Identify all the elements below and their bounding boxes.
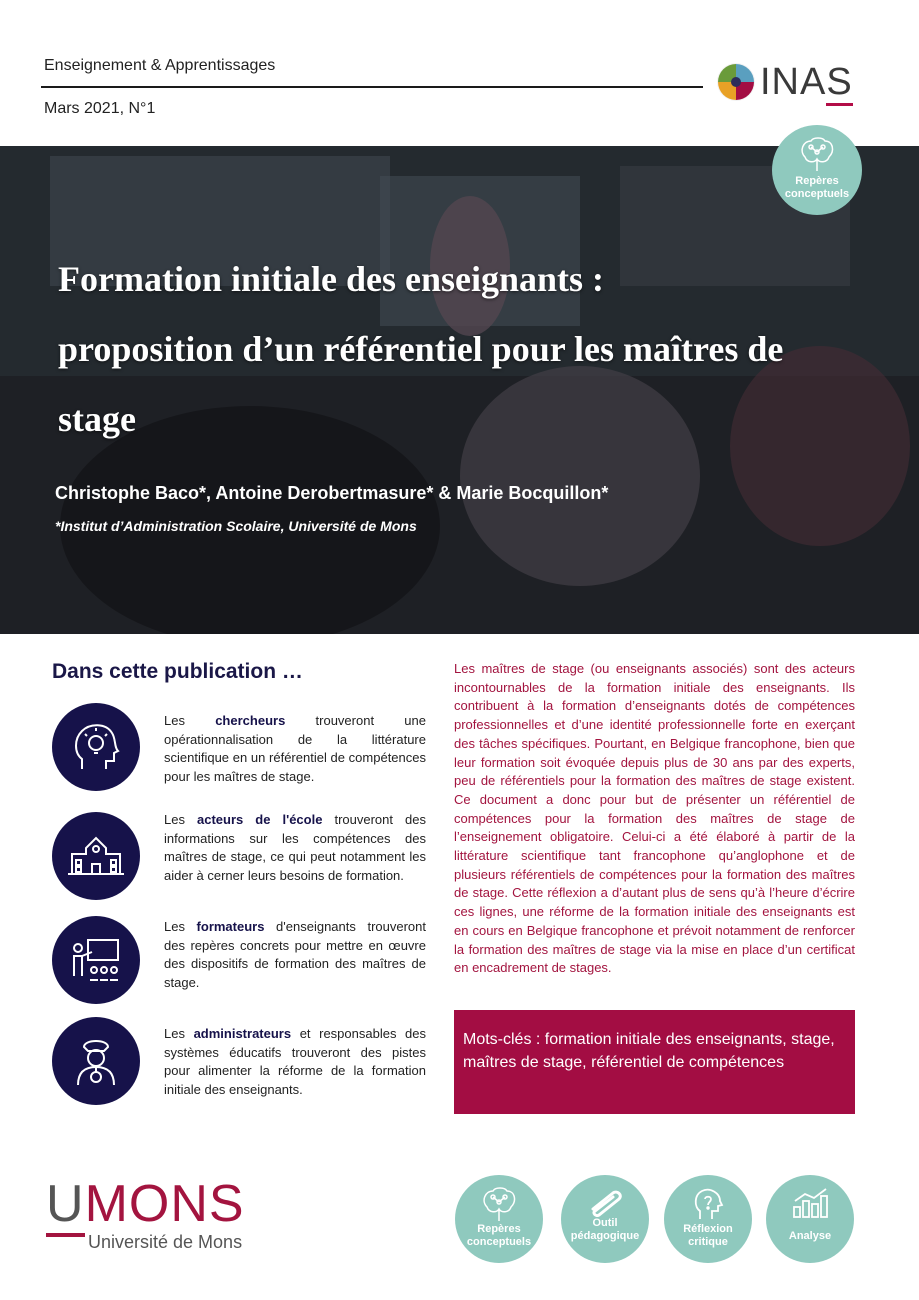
issue-label: Mars 2021, N°1 [44,100,156,117]
audience-text [164,712,426,786]
badge-outil-pedagogique [561,1175,649,1263]
keywords-box: Mots-clés : formation initiale des enseignants, stage, maîtres de stage, référentiel de compétences [454,1010,855,1114]
puzzle-icon [716,62,756,102]
authors: Christophe Baco*, Antoine Derobertmasure* & Marie Bocquillon* [55,483,609,503]
audience-text [164,811,426,885]
badge-label: Repères [477,1223,521,1235]
affiliation: *Institut d’Administration Scolaire, Université de Mons [55,518,417,534]
audience-text-pre: Les [164,1026,194,1041]
audience-text-pre: Les [164,812,197,827]
badge-reperes-conceptuels [772,125,862,215]
lightbulb-head-icon [690,1187,726,1221]
umons-logo [46,1175,245,1253]
badge-label: conceptuels [784,188,850,200]
hero-title-line: stage [58,399,136,439]
header-rule [41,86,703,88]
badge-reflexion-critique [664,1175,752,1263]
audience-item [52,812,432,907]
audience-icon-circle [52,916,140,1004]
hero-title-line: proposition d’un référentiel pour les maîtres de [58,329,784,369]
audience-bold: administrateurs [193,1026,292,1041]
school-building-icon [52,812,140,900]
badge-reperes-conceptuels [455,1175,543,1263]
audience-icon-circle [52,1017,140,1105]
abstract-text: Les maîtres de stage (ou enseignants associés) sont des acteurs incontournables de la formation initiale des enseignants. Ils contribuent à la formation d’enseignants dotés de compétences professionnelles et d’une identité professionnelle forte en exerçant des tâches spécifiques. Pourtant, en Belgique francophone, bien que leur formation soit évoquée depuis plus de 30 ans par des experts, peu de référentiels pour la formation des maîtres de stage existent. Ce document a donc pour but de présenter un référentiel de compétences pour la formation des maîtres de stage de l’enseignement obligatoire. Celui-ci a été élaboré à partir de la littérature scientifique tant francophone qu’anglophone et de plusieurs référentiels de compétences pour la formation des maîtres de stage. Cette réflexion a d’autant plus de sens qu’à l’heure d’écrire ces lignes, une réforme de la formation initiale des enseignants est en cours en Belgique francophone et prévoit notamment de renforcer la formation des maîtres de stage via la mise en place d’un certificat en encadrement de stages. [454,661,855,976]
audience-icon-circle [52,703,140,791]
audience-text-pre: Les [164,919,197,934]
paperclip-icon [583,1187,627,1217]
audience-text-rest: trouveront des informations sur les compétences des maîtres de stage, ce qui peut notamment les aider à cerner leurs besoins de formation. [164,812,426,883]
hero-title [58,244,898,454]
umons-subtitle: Université de Mons [88,1232,243,1252]
administrator-icon [52,1017,140,1105]
brain-network-icon [479,1187,519,1223]
bar-chart-icon [790,1187,830,1219]
head-lightbulb-icon [52,703,140,791]
audience-text-pre: Les [164,713,216,728]
audience-item [52,703,432,793]
badge-label: Analyse [788,1230,832,1242]
hero-title-line: Formation initiale des enseignants : [58,259,604,299]
badge-label: conceptuels [466,1236,532,1248]
badge-label: pédagogique [570,1230,640,1242]
audience-text-rest: et responsables des systèmes éducatifs trouveront des pistes pour alimenter la réforme de la formation initiale des enseignants. [164,1026,427,1097]
audience-bold: formateurs [196,919,265,934]
badge-label: Repères [795,175,839,187]
badge-label: Outil [592,1217,618,1229]
badge-label: Réflexion [683,1223,733,1235]
audience-bold: chercheurs [215,713,286,728]
audience-text [164,1025,426,1099]
teacher-board-icon [52,916,140,1004]
audience-bold: acteurs de l'école [197,812,323,827]
brain-network-icon [797,137,837,173]
audience-text-rest: trouveront une opérationnalisation de la littérature scientifique en un référentiel de compétences pour les maîtres de stage. [164,713,426,784]
audience-icon-circle [52,812,140,900]
inas-wordmark: INAS [760,61,853,104]
audience-item [52,916,432,1006]
series-title: Enseignement & Apprentissages [44,57,276,74]
umons-wordmark: UMONS [46,1178,245,1230]
hero-banner [0,146,919,634]
section-heading: Dans cette publication … [52,660,303,683]
audience-text-rest: d'enseignants trouveront des repères concrets pour mettre en œuvre des dispositifs de formation des maîtres de stage. [164,919,426,990]
badge-label: critique [688,1236,728,1248]
audience-text [164,918,426,992]
badge-analyse [766,1175,854,1263]
inas-logo [716,58,866,106]
audience-item [52,1017,432,1107]
